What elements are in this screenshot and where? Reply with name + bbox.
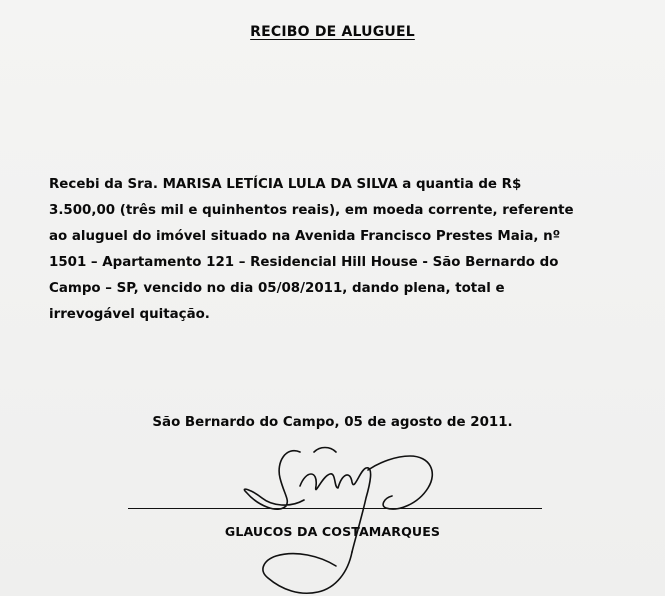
document-title-text: RECIBO DE ALUGUEL [250, 24, 415, 40]
signature-stroke [368, 456, 432, 509]
receipt-body-line: ao aluguel do imóvel situado na Avenida Francisco Prestes Maia, nº [49, 229, 561, 244]
signer-name: GLAUCOS DA COSTAMARQUES [224, 524, 441, 539]
receipt-body-line: irrevogável quitação. [49, 307, 210, 322]
receipt-body-line: Campo – SP, vencido no dia 05/08/2011, dando plena, total e [49, 281, 505, 296]
signature-stroke [244, 451, 304, 509]
signature-stroke [263, 552, 352, 593]
signature-stroke [300, 468, 371, 552]
signature-stroke [314, 448, 336, 453]
receipt-body-line: 1501 – Apartamento 121 – Residencial Hill House - São Bernardo do [49, 255, 559, 270]
receipt-body [49, 172, 621, 328]
receipt-body-line: 3.500,00 (três mil e quinhentos reais), em moeda corrente, referente [49, 203, 574, 218]
receipt-body-line: Recebi da Sra. MARISA LETÍCIA LULA DA SILVA a quantia de R$ [49, 177, 522, 192]
signature-line [128, 508, 542, 509]
document-title [0, 24, 665, 40]
place-date: São Bernardo do Campo, 05 de agosto de 2011. [152, 415, 513, 430]
